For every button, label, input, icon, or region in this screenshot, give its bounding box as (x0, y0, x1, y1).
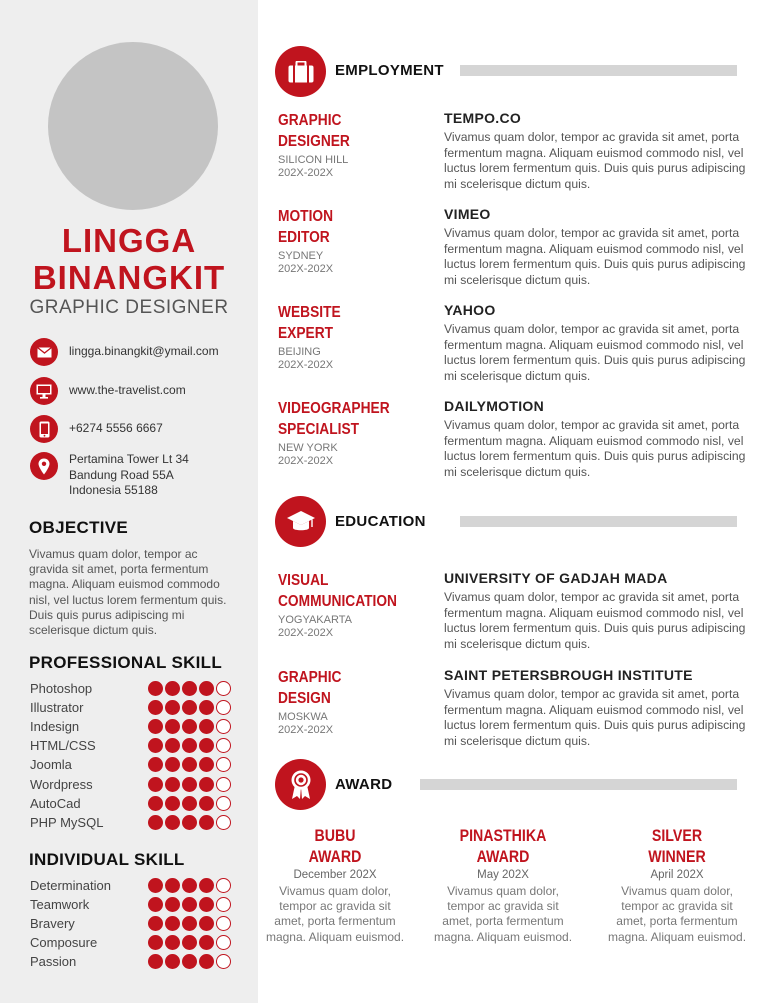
rating-dot-filled (148, 738, 163, 753)
rating-dot-filled (182, 916, 197, 931)
professional-skill-heading: PROFESSIONAL SKILL (29, 653, 223, 672)
address-line: Pertamina Tower Lt 34 (69, 452, 189, 466)
rating-dot-filled (148, 916, 163, 931)
rating-dot-filled (165, 935, 180, 950)
rating-dot-filled (199, 719, 214, 734)
rating-dot-filled (182, 777, 197, 792)
education-rule (460, 516, 737, 527)
award-title: PINASTHIKA AWARD (459, 827, 547, 866)
rating-dot-empty (216, 777, 231, 792)
skill-rating (148, 916, 231, 931)
rating-dot-empty (216, 738, 231, 753)
education-description: Vivamus quam dolor, tempor ac gravida sit amet, porta fermentum magna. Aliquam euismod commodo nisl, vel luctus lorem fermentum quis. Duis quis purus adipiscing mi scelerisque dictum quis. (444, 590, 746, 651)
phone-text[interactable]: +6274 5556 6667 (69, 421, 163, 435)
skill-row (30, 813, 240, 832)
rating-dot-empty (216, 897, 231, 912)
degree-title: VISUAL COMMUNICATION (278, 572, 397, 610)
rating-dot-filled (199, 935, 214, 950)
rating-dot-filled (182, 935, 197, 950)
rating-dot-filled (182, 757, 197, 772)
company-name: TEMPO.CO (444, 110, 522, 126)
rating-dot-filled (165, 815, 180, 830)
skill-name: Wordpress (30, 776, 93, 792)
degree-meta: YOGYAKARTA 202X-202X (278, 614, 352, 639)
award-date: December 202X (293, 869, 377, 881)
skill-name: Illustrator (30, 700, 84, 716)
rating-dot-empty (216, 757, 231, 772)
rating-dot-filled (165, 916, 180, 931)
award-item (606, 826, 748, 945)
contact-phone (30, 415, 163, 443)
rating-dot-filled (148, 897, 163, 912)
profile-photo-placeholder (48, 42, 218, 210)
job-description: Vivamus quam dolor, tempor ac gravida sit amet, porta fermentum magna. Aliquam euismod commodo nisl, vel luctus lorem fermentum quis. Duis quis purus adipiscing mi scelerisque dictum quis. (444, 130, 746, 191)
skill-row (30, 698, 240, 717)
skill-name: Teamwork (30, 897, 90, 913)
rating-dot-filled (199, 815, 214, 830)
rating-dot-empty (216, 815, 231, 830)
award-description: Vivamus quam dolor, tempor ac gravida sit amet, porta fermentum magna. Aliquam euismod. (265, 884, 405, 944)
rating-dot-filled (199, 954, 214, 969)
job-meta: SILICON HILL 202X-202X (278, 154, 349, 179)
rating-dot-filled (148, 796, 163, 811)
skill-row (30, 717, 240, 736)
skill-row (30, 952, 240, 971)
rating-dot-filled (182, 796, 197, 811)
job-description: Vivamus quam dolor, tempor ac gravida sit amet, porta fermentum magna. Aliquam euismod commodo nisl, vel luctus lorem fermentum quis. Duis quis purus adipiscing mi scelerisque dictum quis. (444, 226, 746, 287)
individual-skill-heading: INDIVIDUAL SKILL (29, 850, 185, 869)
address-text (69, 452, 189, 499)
rating-dot-filled (199, 916, 214, 931)
skill-rating (148, 777, 231, 792)
rating-dot-filled (165, 897, 180, 912)
rating-dot-empty (216, 916, 231, 931)
education-description: Vivamus quam dolor, tempor ac gravida sit amet, porta fermentum magna. Aliquam euismod commodo nisl, vel luctus lorem fermentum quis. Duis quis purus adipiscing mi scelerisque dictum quis. (444, 687, 746, 748)
rating-dot-filled (182, 738, 197, 753)
skill-rating (148, 757, 231, 772)
job-meta: SYDNEY 202X-202X (278, 250, 334, 275)
rating-dot-filled (199, 878, 214, 893)
skill-name: AutoCad (30, 795, 81, 811)
rating-dot-empty (216, 796, 231, 811)
education-heading: EDUCATION (335, 513, 426, 530)
website-text[interactable]: www.the-travelist.com (69, 383, 186, 397)
skill-row (30, 876, 240, 895)
rating-dot-filled (182, 681, 197, 696)
rating-dot-filled (182, 897, 197, 912)
award-date: May 202X (477, 869, 529, 881)
email-text[interactable]: lingga.binangkit@ymail.com (69, 344, 219, 358)
job-title: MOTION EDITOR (278, 208, 334, 246)
skill-row (30, 794, 240, 813)
award-item (432, 826, 574, 945)
mail-icon (30, 338, 58, 366)
skill-name: Joomla (30, 757, 72, 773)
graduation-cap-icon (275, 496, 326, 547)
rating-dot-filled (165, 681, 180, 696)
skill-name: HTML/CSS (30, 738, 96, 754)
skill-rating (148, 897, 231, 912)
rating-dot-empty (216, 681, 231, 696)
award-ribbon-icon (275, 759, 326, 810)
job-description: Vivamus quam dolor, tempor ac gravida sit amet, porta fermentum magna. Aliquam euismod commodo nisl, vel luctus lorem fermentum quis. Duis quis purus adipiscing mi scelerisque dictum quis. (444, 322, 746, 383)
skill-name: Indesign (30, 719, 80, 735)
award-date: April 202X (650, 869, 704, 881)
skill-row (30, 933, 240, 952)
rating-dot-filled (165, 700, 180, 715)
job-title: GRAPHIC DESIGNER (278, 112, 350, 150)
rating-dot-filled (148, 700, 163, 715)
award-description: Vivamus quam dolor, tempor ac gravida sit amet, porta fermentum magna. Aliquam euismod. (607, 884, 747, 944)
skill-rating (148, 700, 231, 715)
rating-dot-filled (148, 878, 163, 893)
rating-dot-filled (182, 719, 197, 734)
skill-name: Composure (30, 935, 98, 951)
employment-heading: EMPLOYMENT (335, 62, 444, 79)
skill-row (30, 679, 240, 698)
rating-dot-filled (148, 719, 163, 734)
rating-dot-filled (182, 700, 197, 715)
rating-dot-filled (165, 777, 180, 792)
rating-dot-filled (182, 954, 197, 969)
rating-dot-filled (165, 719, 180, 734)
rating-dot-filled (148, 815, 163, 830)
job-role: GRAPHIC DESIGNER (29, 297, 229, 318)
company-name: VIMEO (444, 206, 491, 222)
rating-dot-empty (216, 935, 231, 950)
contact-address (30, 452, 189, 499)
job-description: Vivamus quam dolor, tempor ac gravida sit amet, porta fermentum magna. Aliquam euismod commodo nisl, vel luctus lorem fermentum quis. Duis quis purus adipiscing mi scelerisque dictum quis. (444, 418, 746, 479)
skill-name: Determination (30, 878, 111, 893)
award-description: Vivamus quam dolor, tempor ac gravida sit amet, porta fermentum magna. Aliquam euismod. (433, 884, 573, 944)
company-name: DAILYMOTION (444, 398, 545, 414)
last-name: BINANGKIT (32, 259, 226, 296)
skill-rating (148, 719, 231, 734)
company-name: YAHOO (444, 302, 496, 318)
degree-meta: MOSKWA 202X-202X (278, 711, 334, 736)
contact-website (30, 377, 186, 405)
rating-dot-filled (199, 757, 214, 772)
rating-dot-filled (199, 738, 214, 753)
objective-heading: OBJECTIVE (29, 518, 129, 537)
skill-name: PHP MySQL (30, 814, 104, 830)
rating-dot-filled (199, 700, 214, 715)
rating-dot-empty (216, 700, 231, 715)
rating-dot-filled (165, 796, 180, 811)
rating-dot-filled (148, 777, 163, 792)
rating-dot-filled (148, 757, 163, 772)
job-meta: NEW YORK 202X-202X (278, 442, 338, 467)
monitor-icon (30, 377, 58, 405)
skill-row (30, 775, 240, 794)
rating-dot-filled (165, 738, 180, 753)
rating-dot-filled (182, 815, 197, 830)
school-name: SAINT PETERSBROUGH INSTITUTE (444, 667, 693, 683)
contact-email (30, 338, 219, 366)
address-line: Indonesia 55188 (69, 483, 158, 497)
skill-rating (148, 796, 231, 811)
skill-row (30, 895, 240, 914)
objective-text: Vivamus quam dolor, tempor ac gravida sit amet, porta fermentum magna. Aliquam euismod commodo nisl, vel luctus lorem fermentum quis. Duis quis purus adipiscing mi scelerisque dictum quis. (29, 547, 227, 638)
skill-row (30, 755, 240, 774)
rating-dot-empty (216, 954, 231, 969)
skill-name: Bravery (30, 916, 75, 932)
rating-dot-filled (165, 878, 180, 893)
rating-dot-filled (148, 935, 163, 950)
job-title: WEBSITE EXPERT (278, 304, 341, 342)
skill-rating (148, 681, 231, 696)
rating-dot-filled (148, 681, 163, 696)
phone-icon (30, 415, 58, 443)
first-name: LINGGA (61, 222, 197, 259)
skill-rating (148, 738, 231, 753)
award-title: BUBU AWARD (308, 827, 362, 866)
rating-dot-filled (199, 897, 214, 912)
rating-dot-filled (165, 757, 180, 772)
skill-row (30, 914, 240, 933)
skill-name: Photoshop (30, 681, 93, 696)
skill-name: Passion (30, 954, 77, 970)
skill-rating (148, 954, 231, 969)
sidebar (0, 0, 258, 1003)
award-heading: AWARD (335, 776, 393, 793)
rating-dot-filled (148, 954, 163, 969)
address-line: Bandung Road 55A (69, 467, 174, 482)
school-name: UNIVERSITY OF GADJAH MADA (444, 570, 668, 586)
degree-title: GRAPHIC DESIGN (278, 669, 342, 707)
award-rule (420, 779, 737, 790)
skill-row (30, 736, 240, 755)
award-item (264, 826, 406, 945)
skill-rating (148, 815, 231, 830)
rating-dot-filled (182, 878, 197, 893)
rating-dot-filled (165, 954, 180, 969)
job-title: VIDEOGRAPHER SPECIALIST (278, 400, 390, 438)
job-meta: BEIJING 202X-202X (278, 346, 334, 371)
skill-rating (148, 878, 231, 893)
award-title: SILVER WINNER (648, 827, 706, 866)
rating-dot-filled (199, 777, 214, 792)
rating-dot-empty (216, 878, 231, 893)
map-pin-icon (30, 452, 58, 480)
rating-dot-empty (216, 719, 231, 734)
rating-dot-filled (199, 681, 214, 696)
skill-rating (148, 935, 231, 950)
employment-rule (460, 65, 737, 76)
briefcase-icon (275, 46, 326, 97)
rating-dot-filled (199, 796, 214, 811)
